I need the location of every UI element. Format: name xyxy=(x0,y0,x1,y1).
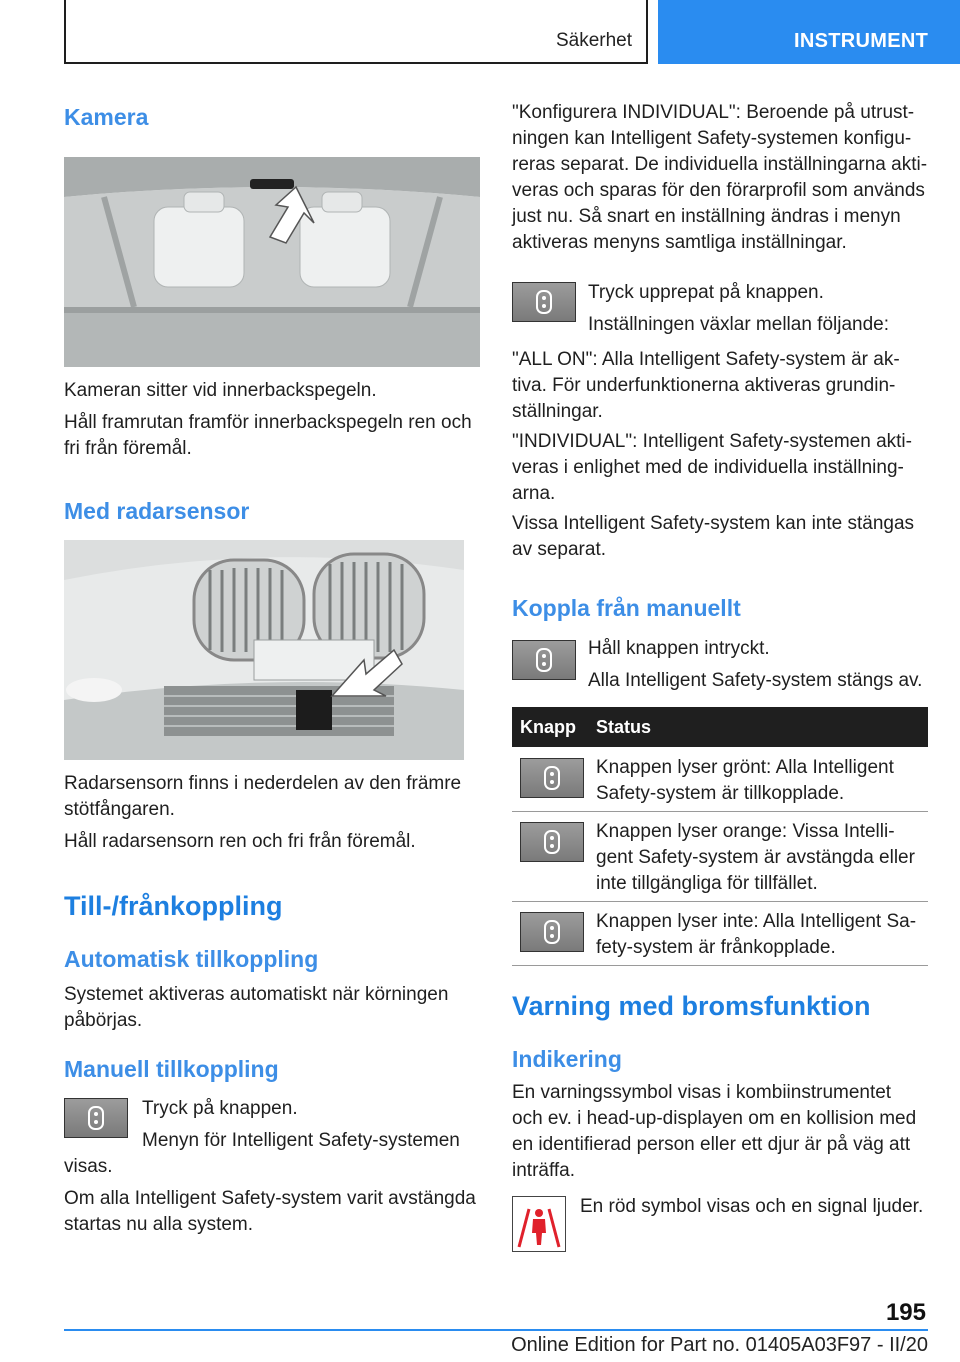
camera-illustration xyxy=(64,157,480,367)
konf-line-2: ningen kan Intelligent Safety-systemen konfigu- xyxy=(512,128,912,149)
tryck-text-2: Inställningen växlar mellan följande: xyxy=(588,314,890,335)
tryck-text-1: Tryck upprepat på knappen. xyxy=(588,282,824,303)
symbol-text: En röd symbol visas och en signal ljuder. xyxy=(580,1196,924,1217)
page-number: 195 xyxy=(885,1299,926,1326)
kamera-heading: Kamera xyxy=(64,104,149,130)
auto-text-b: påbörjas. xyxy=(64,1010,143,1031)
allon-line-2: tiva. För underfunktionerna aktiveras grundin- xyxy=(512,375,896,396)
footer-rule xyxy=(64,1329,928,1331)
pedestrian-warning-icon xyxy=(512,1196,566,1252)
indik-line-1: En varningssymbol visas i kombiinstrumentet xyxy=(512,1082,892,1103)
radar-text-1b: stötfångaren. xyxy=(64,799,175,820)
table-header-knapp: Knapp xyxy=(520,717,576,737)
camera-photo xyxy=(64,157,480,367)
indiv-line-3: arna. xyxy=(512,483,556,504)
header-section-tab xyxy=(64,0,648,64)
vissa-line-2: av separat. xyxy=(512,539,606,560)
manuell-text-3b: startas nu alla system. xyxy=(64,1214,254,1235)
table-row-3-line-1: Knappen lyser inte: Alla Intelligent Sa- xyxy=(596,911,917,932)
radar-photo xyxy=(64,540,464,760)
radar-heading: Med radarsensor xyxy=(64,498,250,524)
table-divider xyxy=(512,901,928,902)
radar-text-1a: Radarsensorn finns i nederdelen av den främre xyxy=(64,773,462,794)
koppla-heading: Koppla från manuellt xyxy=(512,595,741,621)
koppla-text-1: Håll knappen intryckt. xyxy=(588,638,770,659)
konf-line-3: reras separat. De individuella inställningarna akti- xyxy=(512,154,928,175)
auto-heading: Automatisk tillkoppling xyxy=(64,946,319,972)
safety-button-icon xyxy=(512,282,576,322)
vissa-line-1: Vissa Intelligent Safety-system kan inte stängas xyxy=(512,513,915,534)
indiv-line-2: veras i enlighet med de individuella inställning- xyxy=(512,457,904,478)
indik-line-3: en identifierad person eller ett djur är på väg att xyxy=(512,1134,911,1155)
table-divider xyxy=(512,965,928,966)
safety-button-icon xyxy=(64,1098,128,1138)
kamera-text-2b: fri från föremål. xyxy=(64,438,192,459)
indikering-heading: Indikering xyxy=(512,1046,622,1072)
table-row-2-line-3: inte tillgängliga för tillfället. xyxy=(596,873,818,894)
table-header-status: Status xyxy=(596,717,652,737)
manuell-text-2a: Menyn för Intelligent Safety-systemen xyxy=(142,1130,460,1151)
radar-text-2: Håll radarsensorn ren och fri från föremål. xyxy=(64,831,416,852)
table-row-2-line-1: Knappen lyser orange: Vissa Intelli- xyxy=(596,821,895,842)
safety-button-green-icon xyxy=(520,758,584,798)
table-row-1-line-2: Safety-system är tillkopplade. xyxy=(596,783,845,804)
kamera-text-1: Kameran sitter vid innerbackspegeln. xyxy=(64,380,377,401)
safety-button-icon xyxy=(512,640,576,680)
manuell-text-1: Tryck på knappen. xyxy=(142,1098,298,1119)
safety-button-orange-icon xyxy=(520,822,584,862)
safety-button-off-icon xyxy=(520,912,584,952)
manuell-text-2b: visas. xyxy=(64,1156,113,1177)
konf-line-5: just nu. Så snart en inställning ändras i menyn xyxy=(512,206,901,227)
till-fran-heading: Till-/frånkoppling xyxy=(64,891,283,921)
konf-line-4: veras och sparas för den förarprofil som används xyxy=(512,180,925,201)
koppla-text-2: Alla Intelligent Safety-system stängs av. xyxy=(588,670,923,691)
auto-text-a: Systemet aktiveras automatiskt när körningen xyxy=(64,984,449,1005)
header-section-label: Säkerhet xyxy=(555,30,632,51)
table-divider xyxy=(512,811,928,812)
table-row-1-line-1: Knappen lyser grönt: Alla Intelligent xyxy=(596,757,894,778)
konf-line-6: aktiveras menyns samtliga inställningar. xyxy=(512,232,847,253)
manuell-heading: Manuell tillkoppling xyxy=(64,1056,279,1082)
table-row-3-line-2: fety-system är frånkopplade. xyxy=(596,937,836,958)
kamera-text-2a: Håll framrutan framför innerbackspegeln ren och xyxy=(64,412,472,433)
manuell-text-3a: Om alla Intelligent Safety-system varit avstängda xyxy=(64,1188,476,1209)
allon-line-3: ställningar. xyxy=(512,401,603,422)
allon-line-1: "ALL ON": Alla Intelligent Safety-system är ak- xyxy=(512,349,900,370)
indik-line-2: och ev. i head-up-displayen om en kollision med xyxy=(512,1108,917,1129)
header-chapter-label: INSTRUMENT xyxy=(794,30,929,52)
radar-illustration xyxy=(64,540,464,760)
table-row-2-line-2: gent Safety-system är avstängda eller xyxy=(596,847,915,868)
status-table-header xyxy=(512,707,928,747)
indiv-line-1: "INDIVIDUAL": Intelligent Safety-systemen akti- xyxy=(512,431,912,452)
konf-line-1: "Konfigurera INDIVIDUAL": Beroende på utrust- xyxy=(512,102,915,123)
indik-line-4: inträffa. xyxy=(512,1160,576,1181)
varning-heading: Varning med bromsfunktion xyxy=(512,991,871,1021)
footer-edition: Online Edition for Part no. 01405A03F97 - II/20 xyxy=(511,1334,928,1356)
header-chapter-tab xyxy=(658,0,960,64)
